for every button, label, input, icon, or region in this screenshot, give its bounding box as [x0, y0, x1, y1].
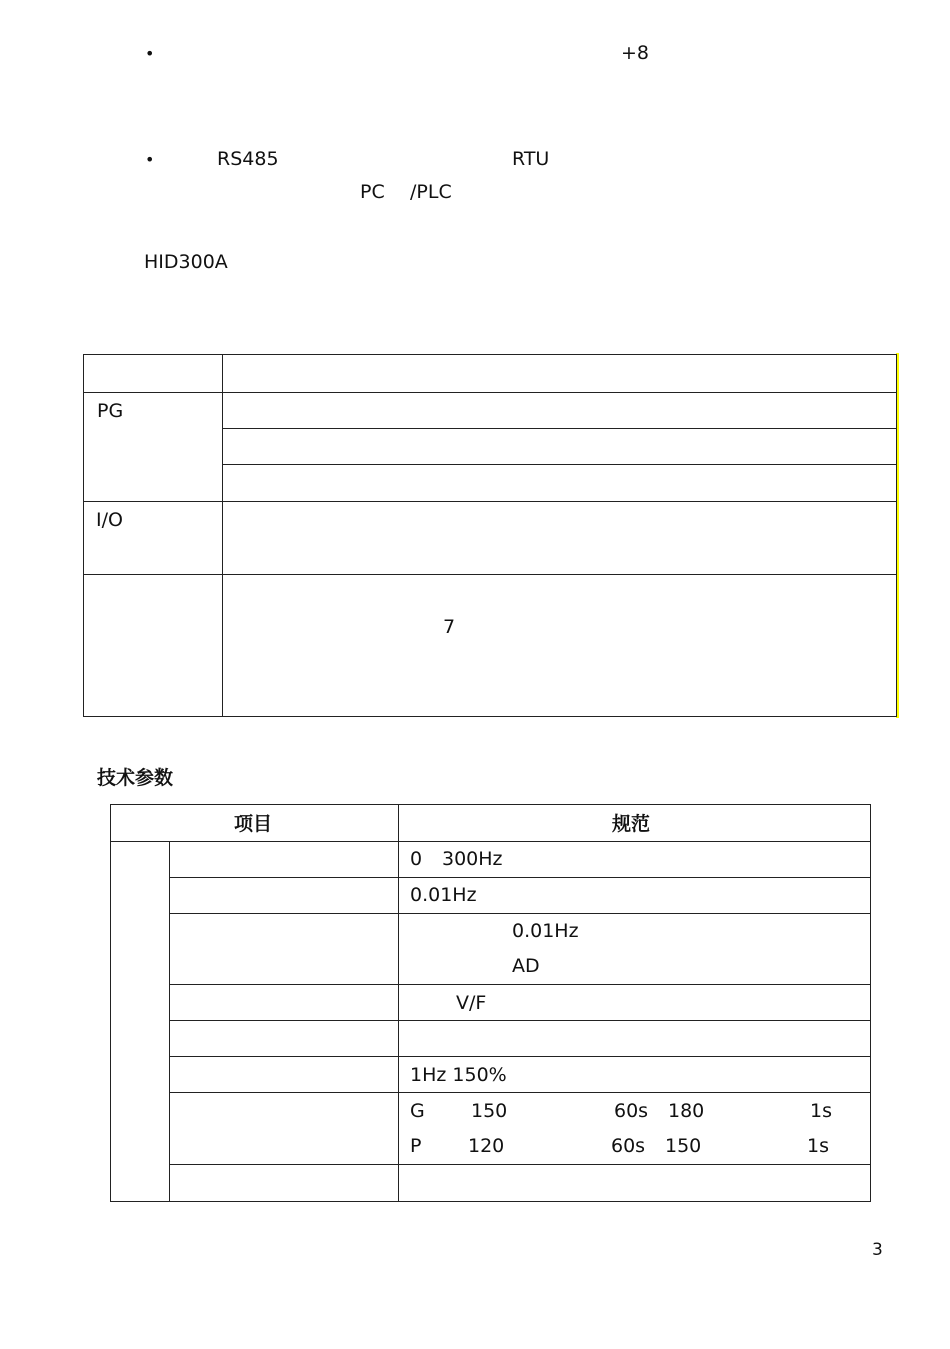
bullet-1-text: +8	[621, 42, 650, 64]
feature-table	[83, 354, 897, 717]
spec-table-header-item: 项目	[234, 813, 273, 835]
spec-row-4: V/F	[456, 992, 487, 1014]
spec-row-7-g-180: 180	[668, 1100, 705, 1122]
spec-row-7-p-150: 150	[665, 1135, 702, 1157]
spec-row-7-g-60s: 60s	[614, 1100, 649, 1122]
spec-row-7-g-label: G	[410, 1100, 425, 1122]
spec-row-3-b: AD	[512, 955, 540, 977]
bullet-2-rtu: RTU	[512, 148, 550, 170]
bullet-2-plc: /PLC	[410, 181, 452, 203]
bullet-1-marker: •	[145, 44, 155, 63]
bullet-2-marker: •	[145, 150, 155, 169]
section-heading: 技术参数	[97, 767, 174, 789]
spec-row-7-g-1s: 1s	[810, 1100, 832, 1122]
bullet-2-rs485: RS485	[217, 148, 279, 170]
spec-row-6: 1Hz 150%	[410, 1064, 507, 1086]
spec-row-1-b: 300Hz	[442, 848, 503, 870]
bullet-2-pc: PC	[360, 181, 385, 203]
spec-row-7-p-label: P	[410, 1135, 422, 1157]
page-number: 3	[872, 1240, 883, 1260]
spec-row-7-p-120: 120	[468, 1135, 505, 1157]
model-line: HID300A	[144, 251, 228, 273]
spec-row-7-g-150: 150	[471, 1100, 508, 1122]
spec-row-7-p-60s: 60s	[611, 1135, 646, 1157]
feature-table-row-io: I/O	[96, 509, 123, 531]
feature-table-cell-7: 7	[443, 616, 456, 638]
spec-row-1-a: 0	[410, 848, 423, 870]
spec-row-3-a: 0.01Hz	[512, 920, 579, 942]
spec-row-7-p-1s: 1s	[807, 1135, 829, 1157]
spec-table-header-spec: 规范	[612, 813, 651, 835]
spec-row-2: 0.01Hz	[410, 884, 477, 906]
feature-table-row-pg: PG	[97, 400, 124, 422]
